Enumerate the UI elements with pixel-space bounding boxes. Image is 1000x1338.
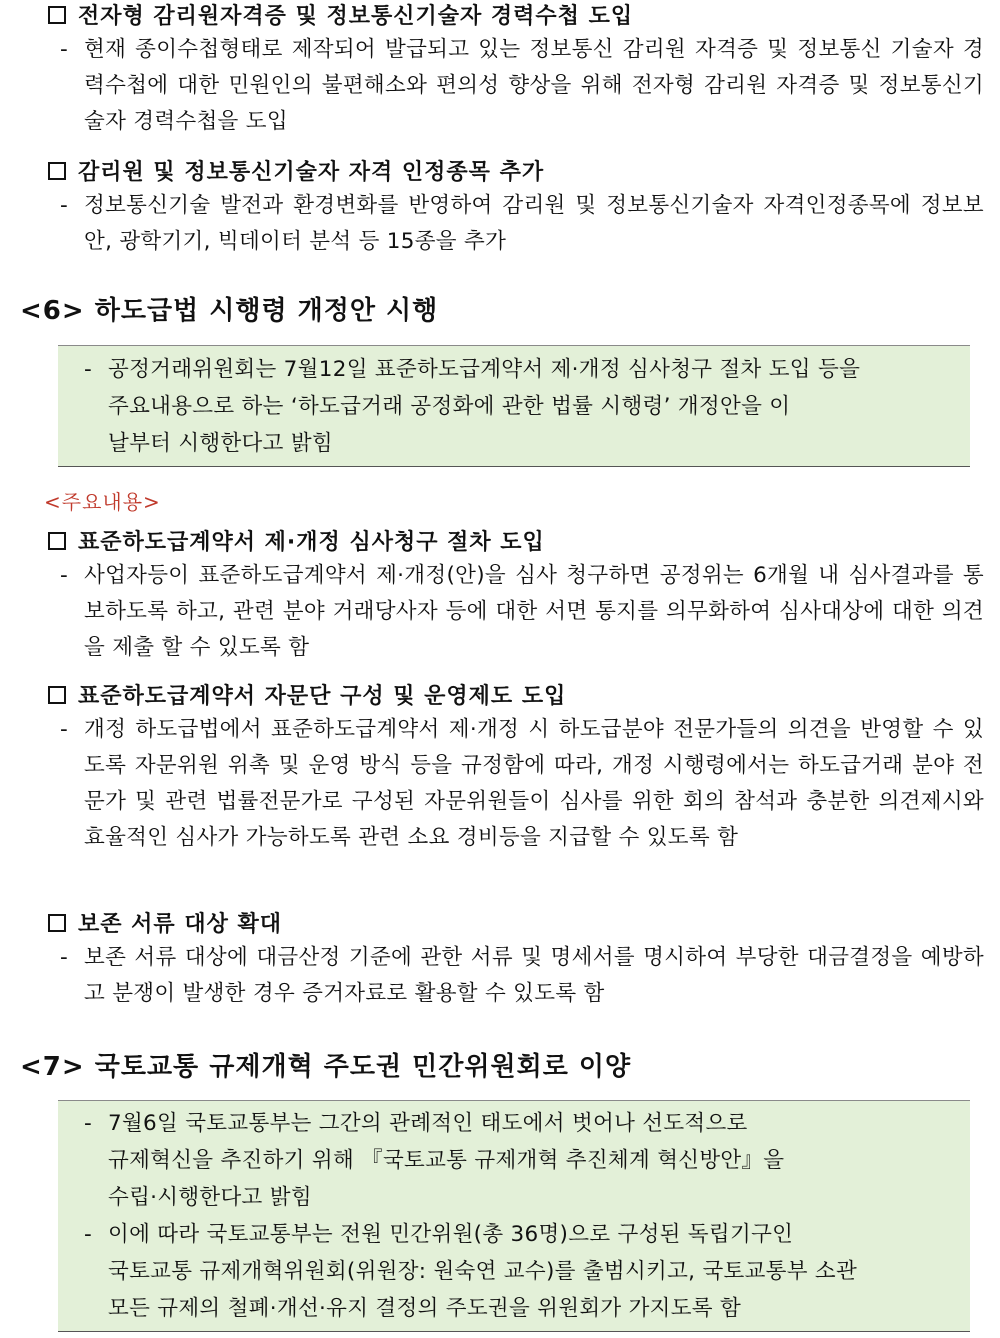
section-heading: 표준하도급계약서 제·개정 심사청구 절차 도입 [48, 528, 984, 558]
summary-item: - 7월6일 국토교통부는 그간의 관례적인 태도에서 벗어나 선도적으로 규제혁신을 추진하기 위해 『국토교통 규제개혁 추진체계 혁신방안』을 수립·시행한다고 밝힘 [84, 1111, 785, 1210]
section-advisory-committee [48, 682, 984, 856]
summary-box-7 [58, 1100, 970, 1332]
section-body: - 보존 서류 대상에 대금산정 기준에 관한 서류 및 명세서를 명시하여 부당한 대금결정을 예방하고 분쟁이 발생한 경우 증거자료로 활용할 수 있도록 함 [60, 945, 984, 1006]
section-body: - 개정 하도급법에서 표준하도급계약서 제·개정 시 하도급분야 전문가들의 의견을 반영할 수 있도록 자문위원 위촉 및 운영 방식 등을 규정함에 따라, 개정 시행령에서는 하도급거래 분야 전문가 및 관련 법률전문가로 구성된 자문위원들이 심사를 위한 회의 참석과 충분한 의견제시와 효율적인 심사가 가능하도록 관련 소요 경비등을 지급할 수 있도록 함 [60, 717, 984, 850]
heading-6: <6> 하도급법 시행령 개정안 시행 [20, 296, 439, 326]
summary-item: - 이에 따라 국토교통부는 전원 민간위원(총 36명)으로 구성된 독립기구인 국토교통 규제개혁위원회(위원장: 원숙연 교수)를 출범시키고, 국토교통부 소관 모든 규제의 철폐·개선·유지 결정의 주도권을 위원회가 가지도록 함 [84, 1222, 858, 1321]
section-heading: 전자형 감리원자격증 및 정보통신기술자 경력수첩 도입 [48, 2, 984, 32]
section-e-certificate [48, 2, 984, 140]
section-heading: 보존 서류 대상 확대 [48, 910, 984, 940]
checkbox-bullet-icon [48, 532, 66, 550]
checkbox-bullet-icon [48, 914, 66, 932]
section-body: - 정보통신기술 발전과 환경변화를 반영하여 감리원 및 정보통신기술자 자격인정종목에 정보보안, 광학기기, 빅데이터 분석 등 15종을 추가 [60, 193, 984, 254]
checkbox-bullet-icon [48, 162, 66, 180]
checkbox-bullet-icon [48, 6, 66, 24]
checkbox-bullet-icon [48, 686, 66, 704]
summary-box-6 [58, 345, 970, 467]
section-body: - 현재 종이수첩형태로 제작되어 발급되고 있는 정보통신 감리원 자격증 및 정보통신 기술자 경력수첩에 대한 민원인의 불편해소와 편의성 향상을 위해 전자형 감리원 자격증 및 정보통신기술자 경력수첩을 도입 [60, 37, 984, 134]
section-qualification-items [48, 158, 984, 260]
section-body: - 사업자등이 표준하도급계약서 제·개정(안)을 심사 청구하면 공정위는 6개월 내 심사결과를 통보하도록 하고, 관련 분야 거래당사자 등에 대한 서면 통지를 의무화하여 심사대상에 대한 의견을 제출 할 수 있도록 함 [60, 563, 984, 660]
main-content-label: <주요내용> [44, 490, 161, 514]
section-heading: 감리원 및 정보통신기술자 자격 인정종목 추가 [48, 158, 984, 188]
section-document-retention [48, 910, 984, 1012]
section-heading: 표준하도급계약서 자문단 구성 및 운영제도 도입 [48, 682, 984, 712]
section-review-procedure [48, 528, 984, 666]
summary-item: - 공정거래위원회는 7월12일 표준하도급계약서 제·개정 심사청구 절차 도입 등을 주요내용으로 하는 ‘하도급거래 공정화에 관한 법률 시행령’ 개정안을 이 날부터 시행한다고 밝힘 [84, 357, 861, 456]
heading-7: <7> 국토교통 규제개혁 주도권 민간위원회로 이양 [20, 1052, 632, 1082]
